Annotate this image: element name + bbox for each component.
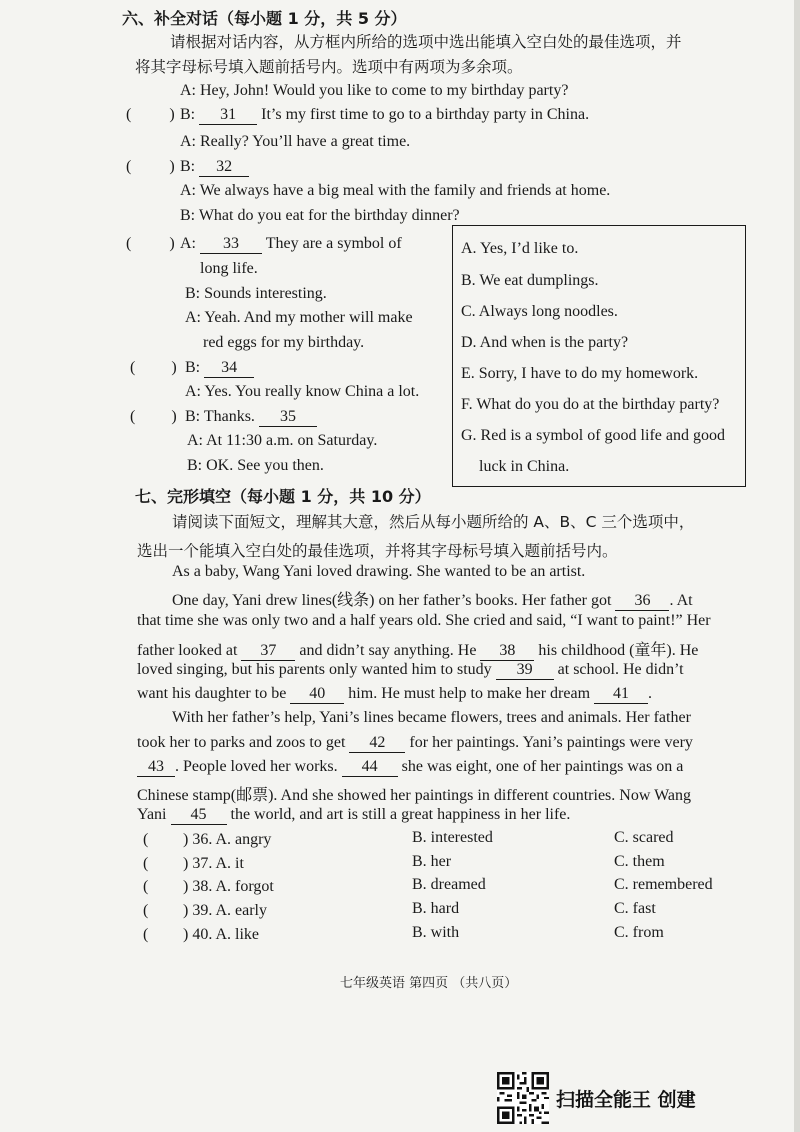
passage-line: took her to parks and zoos to get 42 for her paintings. Yani’s paintings were very xyxy=(137,734,693,751)
passage-line: that time she was only two and a half years old. She cried and said, “I want to paint!” Her xyxy=(137,612,711,629)
blank-41: 41 xyxy=(594,685,648,704)
question-36: ) 36. A. angry xyxy=(183,831,272,848)
passage-line: Yani 45 the world, and art is still a great happiness in her life. xyxy=(137,806,571,823)
dialogue-line: long life. xyxy=(200,260,258,277)
dialogue-line: B: Sounds interesting. xyxy=(185,285,327,302)
question-38-option-c: C. remembered xyxy=(614,876,713,893)
answer-paren-39[interactable]: ( xyxy=(143,902,149,919)
question-40-option-b: B. with xyxy=(412,924,460,941)
answer-paren-34[interactable]: ( ) xyxy=(130,359,177,376)
blank-36: 36 xyxy=(615,592,669,611)
passage-line: father looked at 37 and didn’t say anything. He 38 his childhood (童年). He xyxy=(137,642,699,659)
answer-paren-40[interactable]: ( xyxy=(143,926,149,943)
passage-line: As a baby, Wang Yani loved drawing. She wanted to be an artist. xyxy=(172,563,586,580)
section-6-title: 六、补全对话（每小题 1 分，共 5 分） xyxy=(122,9,407,28)
dialogue-line: red eggs for my birthday. xyxy=(203,334,365,351)
scanner-brand-label: 扫描全能王 创建 xyxy=(556,1089,696,1111)
question-38: ) 38. A. forgot xyxy=(183,878,274,895)
question-36-option-c: C. scared xyxy=(614,829,674,846)
dialogue-line: B: 34 xyxy=(185,359,254,378)
question-38-option-b: B. dreamed xyxy=(412,876,486,893)
passage-line: want his daughter to be 40 him. He must help to make her dream 41 . xyxy=(137,685,653,702)
question-40: ) 40. A. like xyxy=(183,926,259,943)
blank-44: 44 xyxy=(342,758,398,777)
answer-paren-31[interactable]: ( ) xyxy=(126,106,175,123)
section-7-instruction-2: 选出一个能填入空白处的最佳选项，并将其字母标号填入题前括号内。 xyxy=(137,542,618,560)
question-39: ) 39. A. early xyxy=(183,902,267,919)
question-40-option-c: C. from xyxy=(614,924,664,941)
blank-35: 35 xyxy=(259,408,317,427)
dialogue-line: A: Yes. You really know China a lot. xyxy=(185,383,420,400)
blank-45: 45 xyxy=(171,806,227,825)
answer-paren-38[interactable]: ( xyxy=(143,878,149,895)
question-36-option-b: B. interested xyxy=(412,829,493,846)
dialogue-line: B: 31 It’s my first time to go to a birthday party in China. xyxy=(180,106,590,123)
option-g: G. Red is a symbol of good life and good xyxy=(461,427,725,444)
blank-32: 32 xyxy=(199,158,249,177)
option-f: F. What do you do at the birthday party? xyxy=(461,396,720,413)
dialogue-line: A: Hey, John! Would you like to come to my birthday party? xyxy=(180,82,569,99)
answer-paren-35[interactable]: ( ) xyxy=(130,408,177,425)
option-b: B. We eat dumplings. xyxy=(461,272,599,289)
passage-line: loved singing, but his parents only wanted him to study 39 at school. He didn’t xyxy=(137,661,684,678)
passage-line: Chinese stamp(邮票). And she showed her paintings in different countries. Now Wang xyxy=(137,787,692,804)
dialogue-line: A: We always have a big meal with the family and friends at home. xyxy=(180,182,611,199)
blank-40: 40 xyxy=(290,685,344,704)
question-39-option-c: C. fast xyxy=(614,900,656,917)
question-37-option-b: B. her xyxy=(412,853,452,870)
question-37-option-c: C. them xyxy=(614,853,665,870)
blank-43: 43 xyxy=(137,758,175,777)
dialogue-line: B: OK. See you then. xyxy=(187,457,324,474)
answer-paren-37[interactable]: ( xyxy=(143,855,149,872)
answer-paren-32[interactable]: ( ) xyxy=(126,158,175,175)
option-d: D. And when is the party? xyxy=(461,334,629,351)
dialogue-line: B: What do you eat for the birthday dinner? xyxy=(180,207,460,224)
passage-line: One day, Yani drew lines(线条) on her father’s books. Her father got 36 . At xyxy=(172,592,693,609)
option-g-continued: luck in China. xyxy=(479,458,570,475)
answer-paren-36[interactable]: ( xyxy=(143,831,149,848)
dialogue-line: A: At 11:30 a.m. on Saturday. xyxy=(187,432,378,449)
blank-38: 38 xyxy=(480,642,534,661)
section-7-instruction-1: 请阅读下面短文，理解其大意，然后从每小题所给的 A、B、C 三个选项中， xyxy=(172,513,695,531)
scan-edge-shadow xyxy=(794,0,800,1132)
dialogue-line: A: 33 They are a symbol of xyxy=(180,235,402,252)
qr-code-icon xyxy=(497,1072,549,1124)
option-c: C. Always long noodles. xyxy=(461,303,618,320)
blank-37: 37 xyxy=(241,642,295,661)
dialogue-line: B: Thanks. 35 xyxy=(185,408,317,427)
passage-line: With her father’s help, Yani’s lines became flowers, trees and animals. Her father xyxy=(172,709,691,726)
page-number: 七年级英语 第四页 （共八页） xyxy=(340,976,518,991)
section-6-instruction-2: 将其字母标号填入题前括号内。选项中有两项为多余项。 xyxy=(135,58,523,76)
question-37: ) 37. A. it xyxy=(183,855,244,872)
blank-33: 33 xyxy=(200,235,262,254)
section-6-instruction-1: 请根据对话内容，从方框内所给的选项中选出能填入空白处的最佳选项，并 xyxy=(170,33,682,51)
question-39-option-b: B. hard xyxy=(412,900,460,917)
answer-paren-33[interactable]: ( ) xyxy=(126,235,175,252)
dialogue-line: B: 32 xyxy=(180,158,249,177)
section-7-title: 七、完形填空（每小题 1 分，共 10 分） xyxy=(135,487,431,506)
dialogue-line: A: Yeah. And my mother will make xyxy=(185,309,413,326)
option-a: A. Yes, I’d like to. xyxy=(461,240,579,257)
blank-34: 34 xyxy=(204,359,254,378)
options-box xyxy=(452,225,746,487)
passage-line: 43 . People loved her works. 44 she was eight, one of her paintings was on a xyxy=(137,758,683,777)
blank-39: 39 xyxy=(496,661,554,680)
dialogue-line: A: Really? You’ll have a great time. xyxy=(180,133,411,150)
blank-31: 31 xyxy=(199,106,257,125)
option-e: E. Sorry, I have to do my homework. xyxy=(461,365,699,382)
blank-42: 42 xyxy=(349,734,405,753)
